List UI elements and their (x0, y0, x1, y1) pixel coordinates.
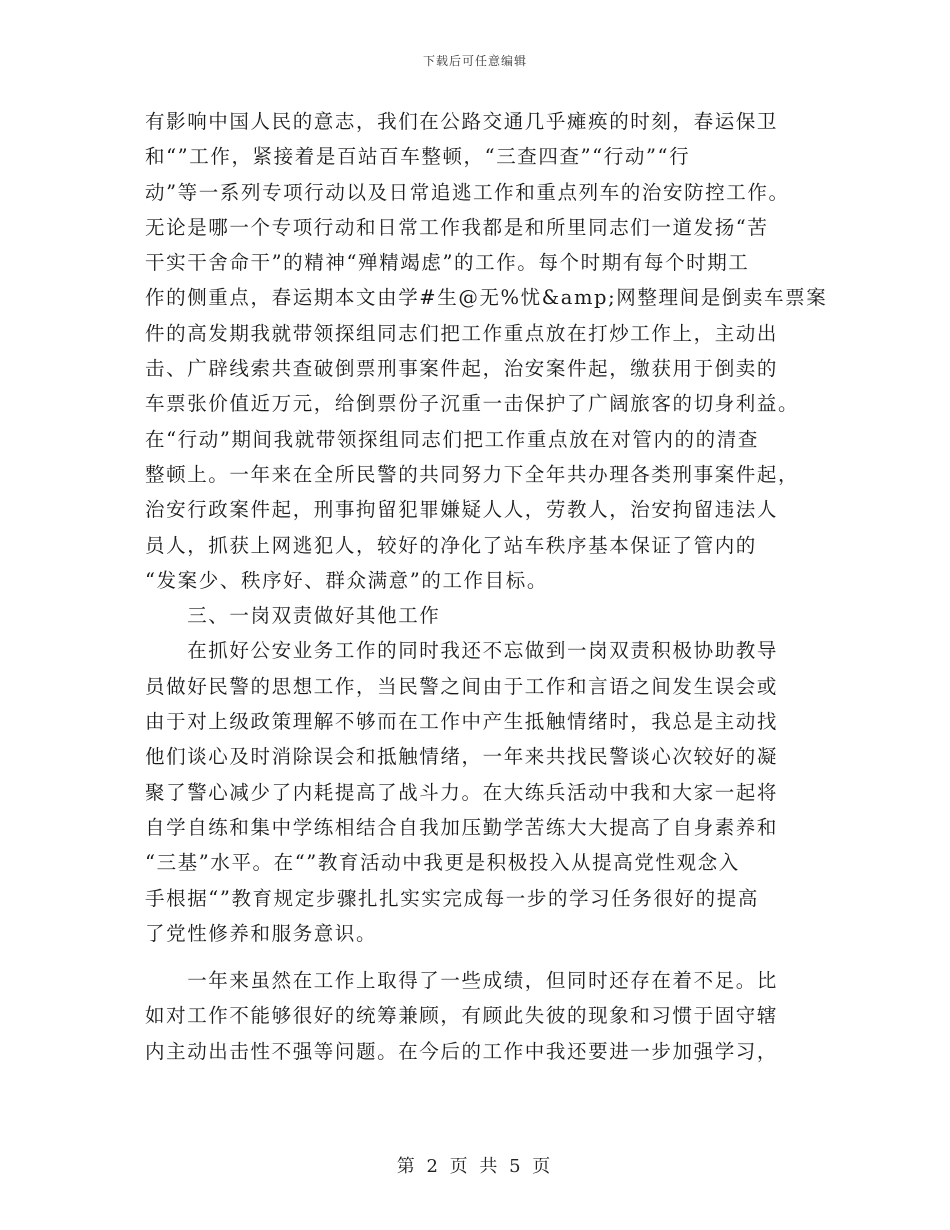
text-line: “发案少、秩序好、群众满意”的工作目标。 (145, 568, 548, 592)
text-line: 在“行动”期间我就带领探组同志们把工作重点放在对管内的的清查 (145, 427, 759, 451)
text-line: 手根据“”教育规定步骤扎扎实实完成每一步的学习任务很好的提高 (145, 886, 759, 910)
text-line: 无论是哪一个专项行动和日常工作我都是和所里同志们一道发扬“苦 (145, 215, 769, 239)
text-line: 整顿上。一年来在全所民警的共同努力下全年共办理各类刑事案件起， (145, 462, 800, 486)
text-line: 和“”工作，紧接着是百站百车整顿，“三查四查”“行动”“行 (145, 145, 691, 169)
page-number-footer: 第 2 页 共 5 页 (396, 1156, 554, 1177)
text-line: 动”等一系列专项行动以及日常追逃工作和重点列车的治安防控工作。 (145, 180, 790, 204)
text-line: 车票张价值近万元，给倒票份子沉重一击保护了广阔旅客的切身利益。 (145, 392, 800, 416)
text-line: 件的高发期我就带领探组同志们把工作重点放在打炒工作上，主动出 (145, 321, 779, 345)
text-line: 员做好民警的思想工作，当民警之间由于工作和言语之间发生误会或 (145, 674, 779, 698)
document-body (145, 104, 828, 1069)
text-line: 员人，抓获上网逃犯人，较好的净化了站车秩序基本保证了管内的 (145, 533, 757, 557)
text-line: 如对工作不能够很好的统筹兼顾，有顾此失彼的现象和习惯于固守辖 (145, 1004, 779, 1028)
text-line: 有影响中国人民的意志，我们在公路交通几乎瘫痪的时刻，春运保卫 (145, 110, 779, 133)
text-line: “三基”水平。在“”教育活动中我更是积极投入从提高党性观念入 (145, 851, 740, 875)
text-line: 击、广辟线索共查破倒票刑事案件起，治安案件起，缴获用于倒卖的 (145, 357, 779, 381)
text-line: 了党性修养和服务意识。 (145, 921, 378, 945)
paragraph-gap (145, 951, 817, 963)
text-line: 在抓好公安业务工作的同时我还不忘做到一岗双责积极协助教导 (145, 639, 779, 663)
text-line: 一年来虽然在工作上取得了一些成绩，但同时还存在着不足。比 (145, 969, 779, 993)
text-line: 作的侧重点，春运期本文由学#生@无%忧&amp;网整理间是倒卖车票案 (145, 286, 828, 310)
text-line: 他们谈心及时消除误会和抵触情绪，一年来共找民警谈心次较好的凝 (145, 745, 779, 769)
text-line: 治安行政案件起，刑事拘留犯罪嫌疑人人，劳教人，治安拘留违法人 (145, 498, 779, 522)
page-header: 下载后可任意编辑 (422, 54, 527, 68)
text-line: 干实干舍命干”的精神“殚精竭虑”的工作。每个时期有每个时期工 (145, 251, 750, 275)
text-line: 内主动出击性不强等问题。在今后的工作中我还要进一步加强学习， (145, 1039, 779, 1063)
text-line: 自学自练和集中学练相结合自我加压勤学苦练大大提高了自身素养和 (145, 815, 779, 839)
text-line: 聚了警心减少了内耗提高了战斗力。在大练兵活动中我和大家一起将 (145, 780, 779, 804)
text-line: 由于对上级政策理解不够而在工作中产生抵触情绪时，我总是主动找 (145, 710, 779, 734)
section-heading: 三、一岗双责做好其他工作 (145, 604, 441, 628)
